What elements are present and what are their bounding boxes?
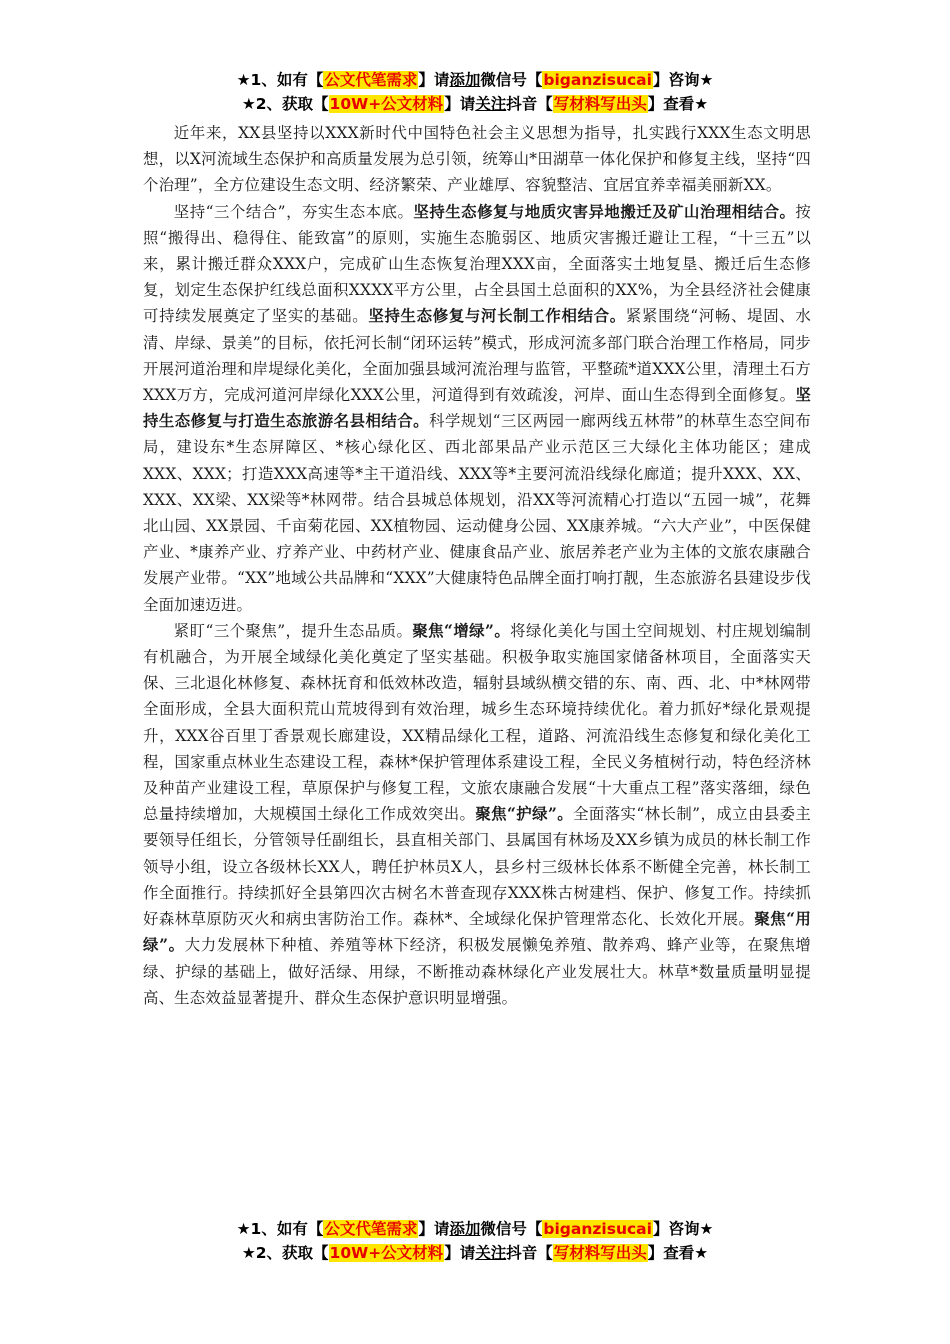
banner-text: ★2、获取【	[241, 1244, 329, 1262]
banner-text: 】查看★	[647, 95, 709, 113]
banner-text: 】查看★	[647, 1244, 709, 1262]
banner-text: 抖音【	[506, 1244, 553, 1262]
banner-text: 】请	[418, 71, 450, 89]
banner-text: 微信号【	[480, 1220, 543, 1238]
banner-text: ★1、如有【	[236, 71, 324, 89]
bold-subheading: 坚持生态修复与地质灾害异地搬迁及矿山治理相结合。	[413, 202, 796, 221]
underlined-verb: 添加	[449, 1220, 481, 1238]
banner-text: 】咨询★	[652, 71, 714, 89]
highlight-wechat-id: biganzisucai	[543, 71, 652, 89]
paragraph-three-focuses	[143, 618, 811, 1011]
highlight-wechat-id: biganzisucai	[543, 1220, 652, 1238]
body-text: 大力发展林下种植、养殖等林下经济，积极发展懒兔养殖、散养鸡、蜂产业等，在聚焦增绿、护绿的基础上，做好活绿、用绿，不断推动森林绿化产业发展壮大。林草*数量质量明显提高、生态效益显著提升、群众生态保护意识明显增强。	[143, 936, 811, 1007]
body-text: 将绿化美化与国土空间规划、村庄规划编制有机融合，为开展全域绿化美化奠定了坚实基础。积极争取实施国家储备林项目，全面落实天保、三北退化林修复、森林抚育和低效林改造，辐射县域纵横交错的东、南、西、北、中*林网带全面形成，全县大面积荒山荒坡得到有效治理，城乡生态环境持续优化。着力抓好*绿化景观提升，XXX谷百里丁香景观长廊建设，XX精品绿化工程，道路、河流沿线生态修复和绿化美化工程，国家重点林业生态建设工程，森林*保护管理体系建设工程，全民义务植树行动，特色经济林及种苗产业建设工程，草原保护与修复工程，文旅农康融合发展“十大重点工程”落实落细，绿色总量持续增加，大规模国土绿化工作成效突出。	[143, 621, 812, 824]
underlined-verb: 关注	[475, 1244, 507, 1262]
bold-subheading: 坚持生态修复与打造生态旅游名县相结合。	[143, 386, 811, 431]
banner-text: 】请	[444, 1244, 476, 1262]
banner-text: 抖音【	[506, 95, 553, 113]
body-text: 全面落实“林长制”，成立由县委主要领导任组长，分管领导任副组长，县直相关部门、县属国有林场及XX乡镇为成员的林长制工作领导小组，设立各级林长XX人，聘任护林员X人，县乡村三级林长体系不断健全完善，林长制工作全面推行。持续抓好全县第四次古树名木普查现存XXX株古树建档、保护、修复工作。持续抓好森林草原防灭火和病虫害防治工作。森林*、全域绿化保护管理常态化、长效化开展。	[143, 805, 812, 929]
banner-text: 微信号【	[480, 71, 543, 89]
banner-line-1	[0, 1217, 950, 1241]
highlight-materials: 10W+公文材料	[329, 1244, 444, 1262]
underlined-verb: 添加	[449, 71, 481, 89]
banner-line-2	[0, 92, 950, 116]
bold-subheading: 聚焦“用绿”。	[143, 910, 811, 955]
banner-text: 】请	[418, 1220, 450, 1238]
footer-banner	[0, 1217, 950, 1265]
banner-line-1	[0, 68, 950, 92]
banner-text: 】咨询★	[652, 1220, 714, 1238]
bold-subheading: 聚焦“护绿”。	[475, 805, 574, 824]
banner-text: ★2、获取【	[241, 95, 329, 113]
highlight-douyin-account: 写材料写出头	[553, 95, 647, 113]
paragraph-three-combinations	[143, 199, 811, 618]
bold-subheading: 坚持生态修复与河长制工作相结合。	[368, 307, 626, 326]
highlight-douyin-account: 写材料写出头	[553, 1244, 647, 1262]
paragraph-intro: 近年来，XX县坚持以XXX新时代中国特色社会主义思想为指导，扎实践行XXX生态文明思想，以X河流域生态保护和高质量发展为总引领，统筹山*田湖草一体化保护和修复主线，坚持“四个治理”，全方位建设生态文明、经济繁荣、产业雄厚、容貌整洁、宜居宜养幸福美丽新XX。	[143, 124, 811, 195]
banner-line-2	[0, 1241, 950, 1265]
body-text: 科学规划“三区两园一廊两线五林带”的林草生态空间布局，建设东*生态屏障区、*核心绿化区、西北部果品产业示范区三大绿化主体功能区；建成XXX、XXX；打造XXX高速等*主干道沿线、XXX等*主要河流沿线绿化廊道；提升XXX、XX、XXX、XX梁、XX梁等*林网带。结合县城总体规划，沿XX等河流精心打造以“五园一城”，花舞北山园、XX景园、千亩菊花园、XX植物园、运动健身公园、XX康养城。“六大产业”，中医保健产业、*康养产业、疗养产业、中药材产业、健康食品产业、旅居养老产业为主体的文旅农康融合发展产业带。“XX”地域公共品牌和“XXX”大健康特色品牌全面打响打靓，生态旅游名县建设步伐全面加速迈进。	[143, 412, 811, 614]
section-lead: 坚持“三个结合”，夯实生态本底。	[173, 202, 414, 221]
bold-subheading: 聚焦“增绿”。	[412, 621, 511, 640]
underlined-verb: 关注	[475, 95, 507, 113]
banner-text: ★1、如有【	[236, 1220, 324, 1238]
highlight-service: 公文代笔需求	[324, 71, 418, 89]
banner-text: 】请	[444, 95, 476, 113]
header-banner	[0, 68, 950, 116]
body-text: 按照“搬得出、稳得住、能致富”的原则，实施生态脆弱区、地质灾害搬迁避让工程，“十三五”以来，累计搬迁群众XXX户，完成矿山生态恢复治理XXX亩，全面落实土地复垦、搬迁后生态修复，划定生态保护红线总面积XXXX平方公里，占全县国土总面积的XX%，为全县经济社会健康可持续发展奠定了坚实的基础。	[143, 202, 812, 326]
section-lead: 紧盯“三个聚焦”，提升生态品质。	[173, 621, 413, 640]
body-text: 紧紧围绕“河畅、堤固、水清、岸绿、景美”的目标，依托河长制“闭环运转”模式，形成河流多部门联合治理工作格局，同步开展河道治理和岸堤绿化美化，全面加强县域河流治理与监管，平整疏*道XXX公里，清理土石方XXX万方，完成河道河岸绿化XXX公里，河道得到有效疏浚，河岸、面山生态得到全面修复。	[143, 307, 811, 405]
document-body	[143, 120, 811, 1011]
highlight-service: 公文代笔需求	[324, 1220, 418, 1238]
highlight-materials: 10W+公文材料	[329, 95, 444, 113]
